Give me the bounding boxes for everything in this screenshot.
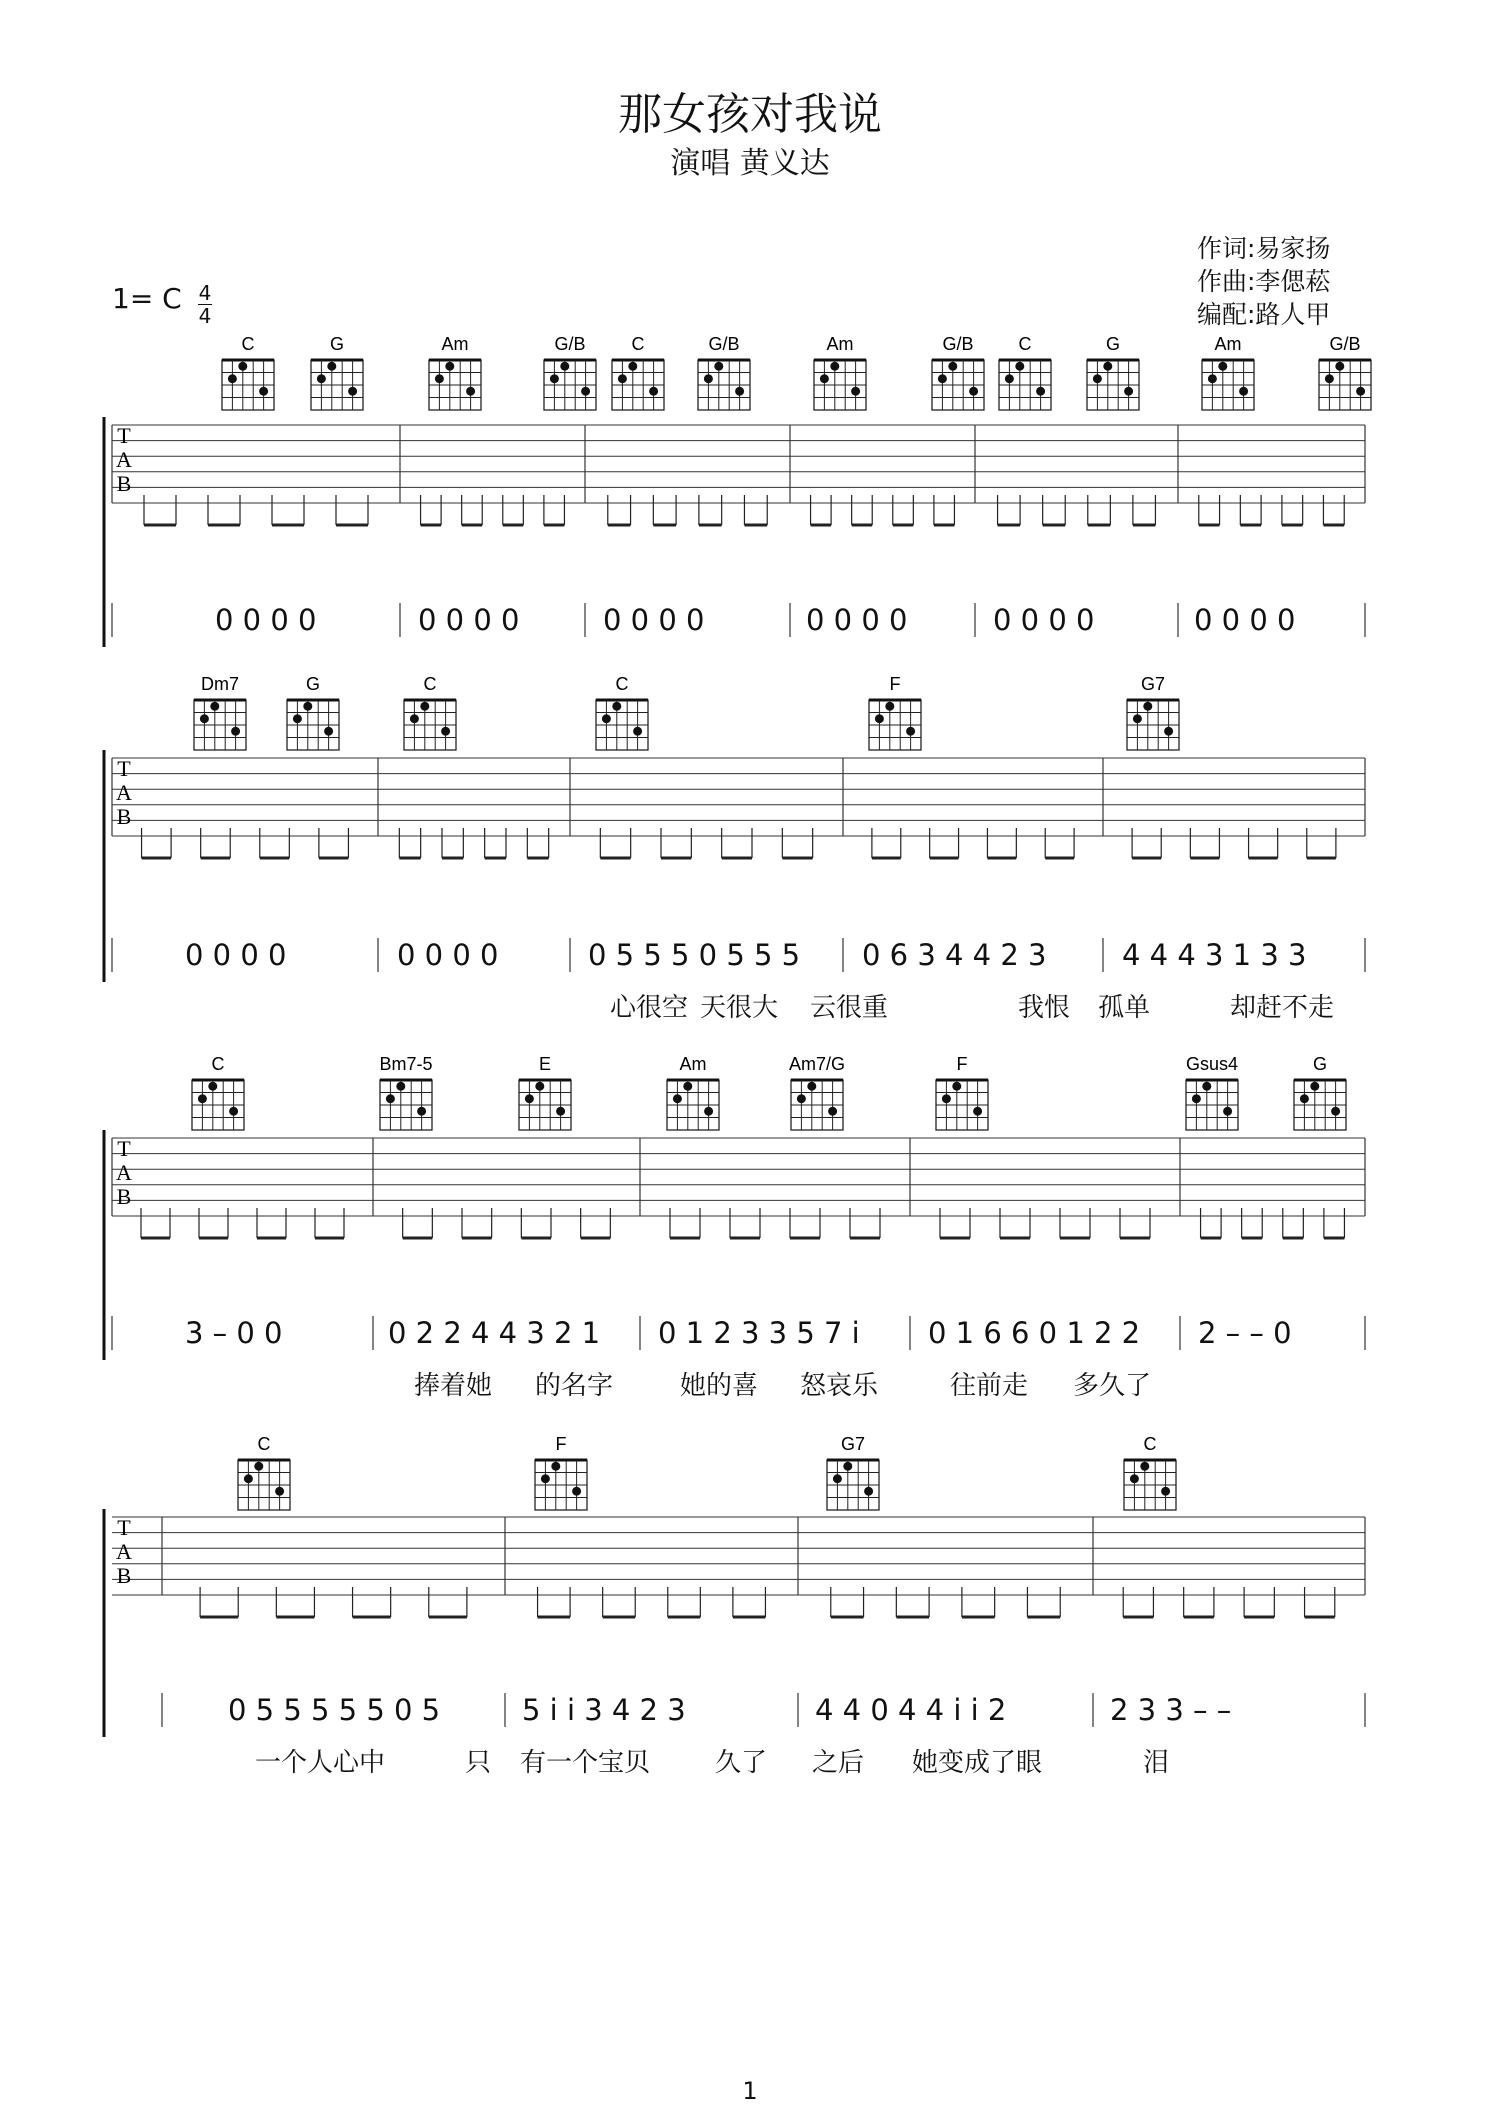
lyric-fragment: 她变成了眼 (912, 1748, 1043, 1778)
chord-name: F (889, 674, 901, 694)
tab-letter: T (117, 1515, 131, 1540)
chord-diagram (827, 1434, 879, 1510)
chord-name: G/B (1329, 334, 1361, 354)
song-title: 那女孩对我说 (618, 89, 882, 140)
lyric-fragment: 久了 (715, 1748, 768, 1778)
chord-name: Am7/G (788, 1054, 846, 1074)
numbered-notation-measure: 0 0 0 0 (215, 603, 317, 637)
numbered-notation-measure: 0 5 5 5 0 5 5 5 (588, 938, 801, 972)
composer: 作曲:李偲菘 (1197, 267, 1331, 296)
numbered-notation-measure: 5 i i 3 4 2 3 (522, 1693, 686, 1727)
chord-name: Dm7 (200, 674, 240, 694)
lyric-fragment: 她的喜 (680, 1371, 759, 1401)
numbered-notation-measure: 2 3 3 – – (1110, 1693, 1232, 1727)
lyric-fragment: 云很重 (810, 993, 889, 1023)
chord-name: Bm7-5 (379, 1054, 433, 1074)
numbered-notation-measure: 0 0 0 0 (185, 938, 287, 972)
lyric-fragment: 一个人心中 (255, 1748, 386, 1778)
chord-name: G (1105, 334, 1121, 354)
lyric-fragment: 孤单 (1098, 993, 1151, 1023)
numbered-notation-measure: 4 4 0 4 4 i i 2 (815, 1693, 1007, 1727)
chord-name: C (1018, 334, 1032, 354)
time-signature-bottom: 4 (198, 304, 212, 328)
chord-name: G/B (554, 334, 586, 354)
chord-name: G (329, 334, 345, 354)
chord-name: Am (826, 334, 854, 354)
chord-name: C (615, 674, 629, 694)
tab-letter: T (117, 1136, 131, 1161)
chord-name: C (631, 334, 645, 354)
tab-letter: A (116, 780, 132, 805)
chord-name: Am (679, 1054, 707, 1074)
tab-letter: B (116, 804, 132, 829)
tab-letter: A (116, 1539, 132, 1564)
numbered-notation-measure: 0 1 2 3 3 5 7 i (658, 1316, 860, 1350)
numbered-notation-measure: 0 0 0 0 (418, 603, 520, 637)
chord-diagram (238, 1434, 290, 1510)
chord-name: G/B (942, 334, 974, 354)
numbered-notation-measure: 0 0 0 0 (993, 603, 1095, 637)
numbered-notation-measure: 2 – – 0 (1198, 1316, 1292, 1350)
chord-name: Am (441, 334, 469, 354)
tab-letter: B (116, 1184, 132, 1209)
chord-diagram (1124, 1434, 1176, 1510)
chord-name: C (1143, 1434, 1157, 1454)
chord-name: G7 (1140, 674, 1166, 694)
chord-name: E (538, 1054, 552, 1074)
lyric-fragment: 却赶不走 (1230, 993, 1335, 1023)
tab-letter: A (116, 1160, 132, 1185)
numbered-notation-measure: 0 1 6 6 0 1 2 2 (928, 1316, 1141, 1350)
key-signature: 1= C (112, 282, 182, 315)
song-performer: 演唱 黄义达 (670, 146, 830, 181)
lyric-fragment: 心很空 (610, 993, 689, 1023)
tab-letter: B (116, 1563, 132, 1588)
tab-letter: A (116, 447, 132, 472)
lyric-fragment: 有一个宝贝 (520, 1748, 651, 1778)
chord-name: G7 (840, 1434, 866, 1454)
tab-letter: T (117, 756, 131, 781)
lyricist: 作词:易家扬 (1197, 234, 1331, 263)
lyric-fragment: 多久了 (1073, 1371, 1152, 1401)
tab-letter: B (116, 471, 132, 496)
chord-name: F (555, 1434, 567, 1454)
numbered-notation-measure: 0 0 0 0 (1194, 603, 1296, 637)
numbered-notation-measure: 0 6 3 4 4 2 3 (862, 938, 1047, 972)
arranger: 编配:路人甲 (1197, 300, 1331, 329)
chord-name: G (1312, 1054, 1328, 1074)
lyric-fragment: 捧着她 (414, 1371, 493, 1401)
chord-diagram (535, 1434, 587, 1510)
lyric-fragment: 的名字 (535, 1371, 614, 1401)
lyric-fragment: 泪 (1143, 1748, 1170, 1778)
chord-name: G (305, 674, 321, 694)
chord-name: Am (1214, 334, 1242, 354)
tab-letter: T (117, 423, 131, 448)
chord-name: C (257, 1434, 271, 1454)
chord-name: C (241, 334, 255, 354)
lyric-fragment: 往前走 (950, 1371, 1029, 1401)
numbered-notation-measure: 3 – 0 0 (185, 1316, 283, 1350)
lyric-fragment: 怒哀乐 (800, 1371, 879, 1401)
lyric-fragment: 我恨 (1018, 993, 1071, 1023)
numbered-notation-measure: 0 0 0 0 (397, 938, 499, 972)
chord-name: Gsus4 (1185, 1054, 1239, 1074)
lyric-fragment: 天很大 (700, 993, 779, 1023)
numbered-notation-measure: 0 5 5 5 5 5 0 5 (228, 1693, 441, 1727)
chord-name: C (423, 674, 437, 694)
chord-name: C (211, 1054, 225, 1074)
lyric-fragment: 之后 (812, 1748, 865, 1778)
time-signature-top: 4 (198, 281, 212, 305)
page-number: 1 (742, 2077, 758, 2105)
numbered-notation-measure: 0 2 2 4 4 3 2 1 (388, 1316, 601, 1350)
chord-name: F (956, 1054, 968, 1074)
numbered-notation-measure: 4 4 4 3 1 3 3 (1122, 938, 1307, 972)
chord-name: G/B (708, 334, 740, 354)
lyric-fragment: 只 (465, 1748, 492, 1778)
numbered-notation-measure: 0 0 0 0 (603, 603, 705, 637)
numbered-notation-measure: 0 0 0 0 (806, 603, 908, 637)
